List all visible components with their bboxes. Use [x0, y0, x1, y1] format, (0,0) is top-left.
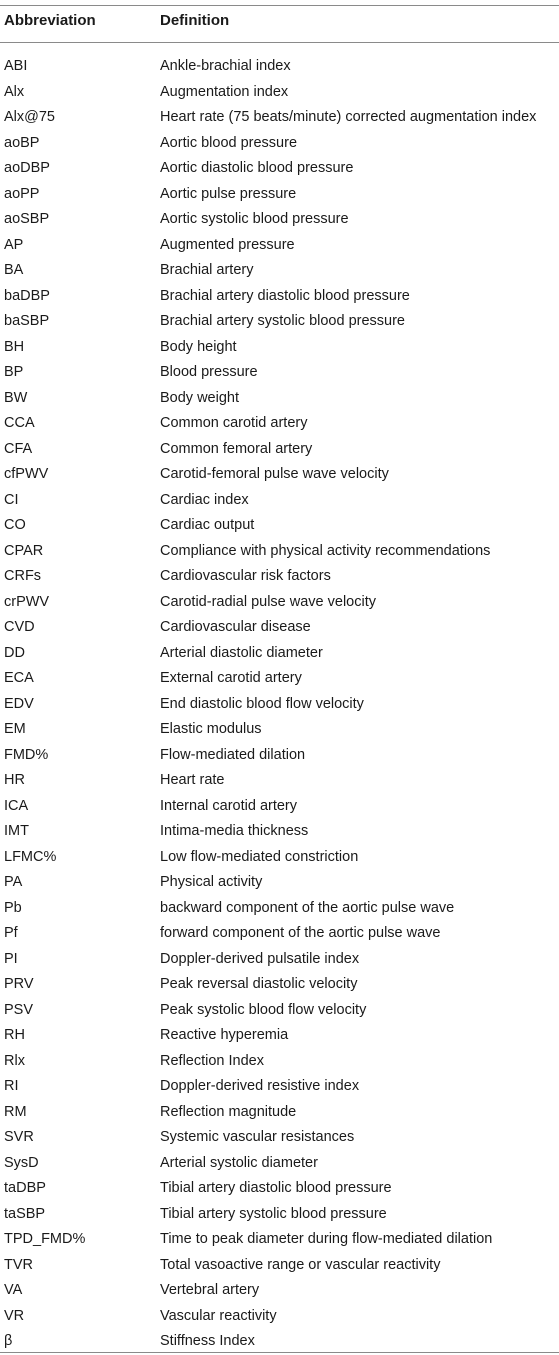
- definition-cell: Vertebral artery: [160, 1282, 260, 1298]
- table-row: [0, 743, 559, 769]
- definition-cell: Augmentation index: [160, 83, 289, 100]
- table-row: [0, 1253, 559, 1279]
- abbreviation-cell: baSBP: [4, 313, 50, 329]
- abbreviation-cell: Pf: [4, 925, 18, 941]
- abbreviation-cell: RH: [4, 1027, 25, 1043]
- definition-cell: Compliance with physical activity recommendations: [160, 542, 491, 559]
- definition-cell: Peak systolic blood flow velocity: [160, 1001, 367, 1018]
- table-row: [0, 411, 559, 437]
- abbreviation-cell: CO: [4, 517, 26, 533]
- table-row: [0, 207, 559, 233]
- definition-cell: Reflection magnitude: [160, 1103, 297, 1120]
- definition-cell: Internal carotid artery: [160, 797, 298, 814]
- abbreviation-cell: aoPP: [4, 185, 40, 202]
- definition-cell: Heart rate (75 beats/minute) corrected augmentation index: [160, 109, 537, 125]
- definition-cell: Tibial artery diastolic blood pressure: [160, 1180, 392, 1196]
- definition-cell: Tibial artery systolic blood pressure: [160, 1205, 387, 1222]
- table-row: [0, 1304, 559, 1330]
- table-row: [0, 819, 559, 845]
- table-row: [0, 717, 559, 743]
- abbreviation-cell: Alx@75: [4, 109, 55, 125]
- definition-cell: Aortic diastolic blood pressure: [160, 160, 354, 176]
- definition-cell: Intima-media thickness: [160, 823, 309, 839]
- abbreviation-cell: VR: [4, 1307, 25, 1324]
- definition-cell: Augmented pressure: [160, 236, 295, 253]
- table-row: [0, 488, 559, 514]
- table-row: [0, 462, 559, 488]
- definition-cell: Carotid-femoral pulse wave velocity: [160, 466, 389, 482]
- abbreviation-cell: TVR: [4, 1256, 33, 1273]
- table-row: [0, 335, 559, 361]
- table-row: [0, 590, 559, 616]
- table-row: [0, 564, 559, 590]
- abbreviation-cell: HR: [4, 772, 25, 788]
- abbreviation-cell: taSBP: [4, 1205, 46, 1222]
- table-row: [0, 284, 559, 310]
- abbreviation-cell: FMD%: [4, 746, 49, 763]
- table-row: [0, 1151, 559, 1177]
- definition-cell: Aortic systolic blood pressure: [160, 211, 349, 227]
- table-row: [0, 896, 559, 922]
- definition-cell: Aortic blood pressure: [160, 134, 298, 151]
- table-row: [0, 666, 559, 692]
- abbreviation-cell: CCA: [4, 415, 35, 431]
- definition-cell: Body height: [160, 338, 237, 355]
- table-row: [0, 1125, 559, 1151]
- abbreviation-cell: crPWV: [4, 593, 50, 610]
- abbreviation-cell: DD: [4, 644, 25, 661]
- abbreviation-cell: PSV: [4, 1001, 34, 1018]
- table-row: [0, 1023, 559, 1049]
- definition-cell: Carotid-radial pulse wave velocity: [160, 593, 376, 610]
- definition-cell: forward component of the aortic pulse wave: [160, 925, 441, 941]
- table-row: [0, 692, 559, 718]
- table-row: [0, 131, 559, 157]
- table-bottom-rule: [0, 1352, 559, 1353]
- abbreviation-cell: BP: [4, 364, 24, 380]
- table-row: [0, 539, 559, 565]
- abbreviation-cell: BW: [4, 389, 28, 406]
- abbreviation-cell: CFA: [4, 440, 33, 457]
- table-row: [0, 845, 559, 871]
- abbreviation-cell: CVD: [4, 619, 35, 635]
- table-header: [0, 12, 559, 34]
- definition-cell: Doppler-derived pulsatile index: [160, 950, 360, 967]
- abbreviation-cell: BA: [4, 262, 24, 278]
- table-row: [0, 768, 559, 794]
- table-row: [0, 870, 559, 896]
- definition-cell: Stiffness Index: [160, 1333, 255, 1349]
- table-row: [0, 641, 559, 667]
- definition-cell: Blood pressure: [160, 364, 258, 380]
- definition-cell: Brachial artery: [160, 262, 254, 278]
- abbreviation-cell: RM: [4, 1103, 27, 1120]
- abbreviation-cell: EM: [4, 721, 26, 737]
- table-row: [0, 258, 559, 284]
- abbreviation-cell: SVR: [4, 1129, 34, 1145]
- table-row: [0, 615, 559, 641]
- abbreviation-cell: AP: [4, 236, 24, 253]
- table-row: [0, 921, 559, 947]
- abbreviation-cell: cfPWV: [4, 466, 49, 482]
- abbreviation-cell: RI: [4, 1078, 19, 1094]
- table-row: [0, 1100, 559, 1126]
- definition-cell: Reactive hyperemia: [160, 1027, 289, 1043]
- table-row: [0, 54, 559, 80]
- table-row: [0, 1329, 559, 1355]
- table-row: [0, 972, 559, 998]
- abbreviation-cell: CRFs: [4, 568, 42, 584]
- table-row: [0, 1074, 559, 1100]
- abbreviation-cell: IMT: [4, 823, 29, 839]
- definition-cell: Cardiovascular disease: [160, 619, 311, 635]
- abbreviation-cell: BH: [4, 338, 25, 355]
- table-row: [0, 1176, 559, 1202]
- definition-cell: Peak reversal diastolic velocity: [160, 976, 358, 992]
- definition-cell: Ankle-brachial index: [160, 58, 291, 74]
- abbreviation-cell: β: [4, 1333, 13, 1349]
- table-row: [0, 309, 559, 335]
- definition-cell: External carotid artery: [160, 670, 302, 686]
- definition-cell: backward component of the aortic pulse wave: [160, 899, 455, 916]
- abbreviation-cell: ECA: [4, 670, 34, 686]
- abbreviation-cell: PI: [4, 950, 18, 967]
- abbreviation-cell: SysD: [4, 1154, 39, 1171]
- table-row: [0, 233, 559, 259]
- header-abbreviation: Abbreviation: [4, 12, 96, 29]
- abbreviation-cell: PA: [4, 874, 23, 890]
- definition-cell: Aortic pulse pressure: [160, 185, 297, 202]
- abbreviation-cell: VA: [4, 1282, 23, 1298]
- abbreviation-cell: ABI: [4, 58, 28, 74]
- definition-cell: Time to peak diameter during flow-mediated dilation: [160, 1231, 493, 1247]
- abbreviation-cell: TPD_FMD%: [4, 1231, 86, 1247]
- table-body: [0, 54, 559, 1355]
- definition-cell: Arterial systolic diameter: [160, 1154, 318, 1171]
- definition-cell: Arterial diastolic diameter: [160, 644, 323, 661]
- table-row: [0, 794, 559, 820]
- abbreviation-cell: aoSBP: [4, 211, 50, 227]
- table-row: [0, 386, 559, 412]
- header-definition: Definition: [160, 12, 230, 29]
- definition-cell: Brachial artery systolic blood pressure: [160, 313, 405, 329]
- abbreviation-cell: PRV: [4, 976, 34, 992]
- definition-cell: Common femoral artery: [160, 440, 313, 457]
- abbreviation-cell: ICA: [4, 797, 29, 814]
- abbreviation-cell: LFMC%: [4, 848, 57, 865]
- definition-cell: Low flow-mediated constriction: [160, 848, 359, 865]
- definition-cell: Doppler-derived resistive index: [160, 1078, 360, 1094]
- definition-cell: Cardiac output: [160, 517, 255, 533]
- table-row: [0, 947, 559, 973]
- abbreviation-cell: baDBP: [4, 287, 50, 304]
- definition-cell: Vascular reactivity: [160, 1307, 277, 1324]
- definition-cell: Cardiovascular risk factors: [160, 568, 331, 584]
- definition-cell: End diastolic blood flow velocity: [160, 695, 364, 712]
- table-row: [0, 437, 559, 463]
- abbreviation-cell: CPAR: [4, 542, 44, 559]
- definition-cell: Common carotid artery: [160, 415, 308, 431]
- abbreviation-cell: CI: [4, 491, 19, 508]
- definition-cell: Reflection Index: [160, 1052, 264, 1069]
- definition-cell: Cardiac index: [160, 491, 249, 508]
- table-row: [0, 1278, 559, 1304]
- definition-cell: Elastic modulus: [160, 721, 262, 737]
- table-row: [0, 513, 559, 539]
- abbreviation-cell: aoDBP: [4, 160, 50, 176]
- table-row: [0, 182, 559, 208]
- abbreviation-cell: Rlx: [4, 1052, 25, 1069]
- definition-cell: Heart rate: [160, 772, 225, 788]
- definition-cell: Body weight: [160, 389, 239, 406]
- abbreviation-cell: aoBP: [4, 134, 40, 151]
- definition-cell: Systemic vascular resistances: [160, 1129, 355, 1145]
- table-row: [0, 105, 559, 131]
- abbreviation-cell: taDBP: [4, 1180, 46, 1196]
- definition-cell: Brachial artery diastolic blood pressure: [160, 287, 410, 304]
- table-row: [0, 1227, 559, 1253]
- header-divider-rule: [0, 42, 559, 43]
- definition-cell: Total vasoactive range or vascular reactivity: [160, 1256, 441, 1273]
- definition-cell: Physical activity: [160, 874, 263, 890]
- table-row: [0, 1202, 559, 1228]
- table-row: [0, 80, 559, 106]
- abbreviation-cell: Alx: [4, 83, 25, 100]
- table-row: [0, 998, 559, 1024]
- table-row: [0, 360, 559, 386]
- table-top-rule: [0, 5, 559, 6]
- abbreviation-cell: EDV: [4, 695, 34, 712]
- table-row: [0, 156, 559, 182]
- table-row: [0, 1049, 559, 1075]
- abbreviation-cell: Pb: [4, 899, 22, 916]
- definition-cell: Flow-mediated dilation: [160, 746, 306, 763]
